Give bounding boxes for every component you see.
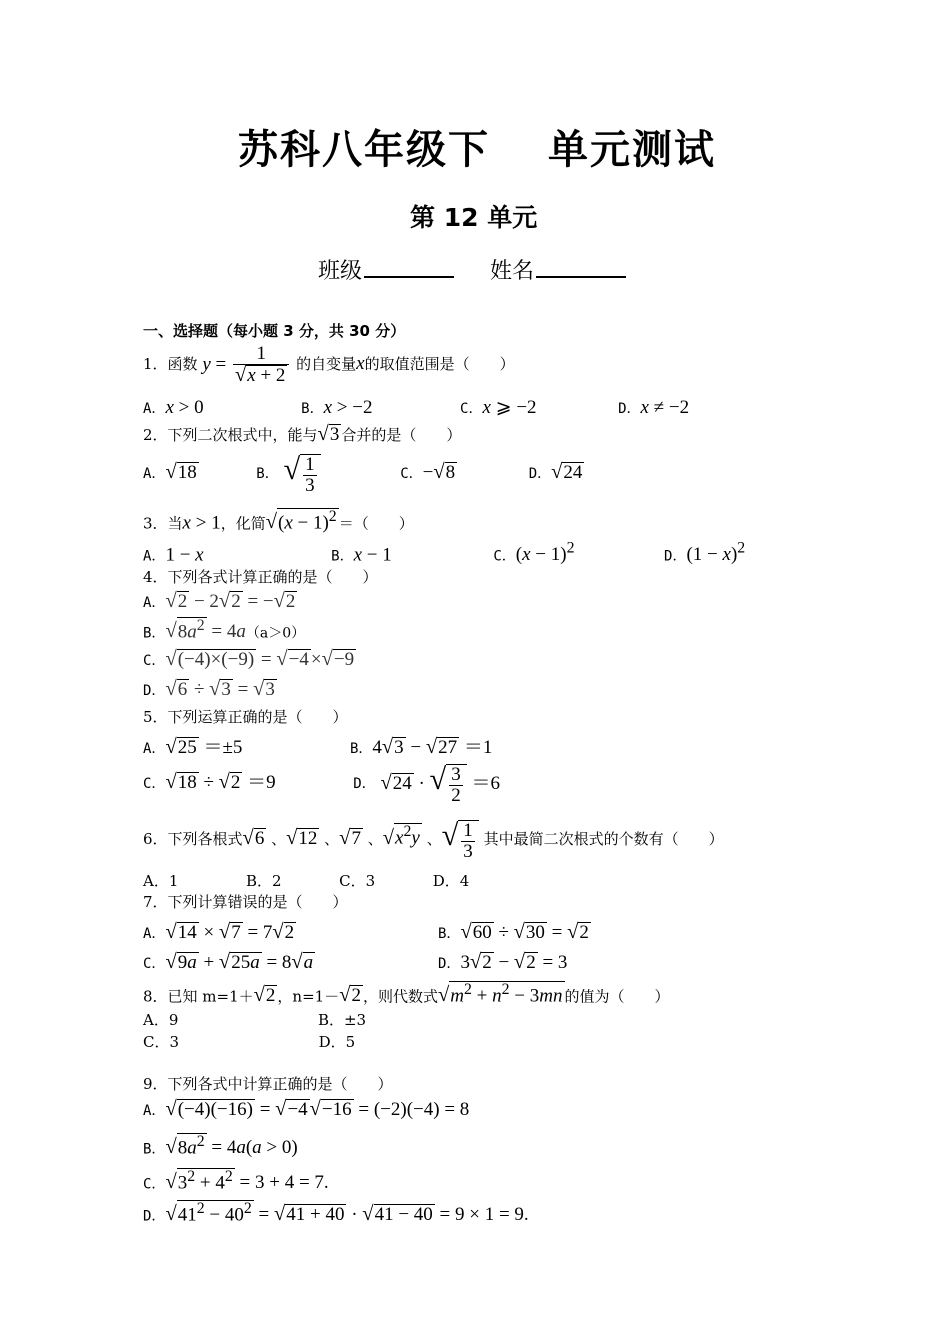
q8-options-cd: C．3 D．5 [143,1033,356,1051]
class-label: 班级 [318,259,363,284]
q7-option-b: B．√60 ÷ √30 = √2 [438,921,589,943]
q1-options: A．x > 0 B．x > −2 C．x ⩾ −2 D．x ≠ −2 [143,397,690,418]
q5-options-cd: C．√18 ÷ √2 ＝9 D． √24 · √ $\frac{3}{2}$ ＝6 [143,762,500,806]
question-3: 3．当x > 1，化简$√(x - 1)^2$ ＝（ ） [143,508,414,534]
q7-options-ab: A．√14 × √7 = 7√2 [143,921,295,943]
question-4: 4．下列各式计算正确的是（ ） [143,568,378,586]
q9-option-a: A．√(−4)(−16) = √−4√−16 = (−2)(−4) = 8 [143,1098,470,1120]
question-6: 6．下列各根式√6 、√12 、√7 、$√x^2y$ 、√ $\frac{1}{3}$ 其中最简二次根式的个数有（ ） [143,818,724,862]
q8-options-ab: A．9 B．±3 [143,1011,367,1029]
question-5: 5．下列运算正确的是（ ） [143,708,348,726]
page-title-right: 单元测试 [548,127,716,173]
q9-option-c: C．$√3^2 + 4^2 = 3 + 4 = 7$. [143,1168,329,1194]
q1-function: y = $\frac{1}{√x + 2}$ [202,354,296,375]
unit-title: 第 12 单元 [410,203,538,232]
student-info-line [318,254,626,285]
q7-option-c: C．√9a + √25a = 8√a [143,951,314,973]
q4-option-b: B．$√8a^2 = 4a(a>0)$ [143,617,306,643]
q6-options: A．1 B．2 C．3 D．4 [143,872,470,890]
question-9: 9．下列各式中计算正确的是（ ） [143,1075,393,1093]
q9-option-b: B．$√8a^2 = 4a(a > 0)$ [143,1133,298,1159]
question-7: 7．下列计算错误的是（ ） [143,893,348,911]
q4-option-d: D．√6 ÷ √3 = √3 [143,678,275,700]
q9-option-d: D．$√41^2 - 40^2 = √41 + 40 \cdot √41 - 40 = 9 \times 1 = 9$. [143,1200,529,1226]
question-2: 2．下列二次根式中，能与√3 合并的是（ ） [143,423,462,445]
class-blank [364,256,454,278]
q2-options: A．√18 B． √ $\frac{1}{3}$ C．−√8 D．√24 [143,452,583,496]
name-label: 姓名 [490,259,535,284]
q4-option-a: A．√2 − 2√2 = −√2 [143,590,296,612]
name-blank [536,256,626,278]
q5-options-ab: A．√25 ＝±5 B．4√3 − √27 ＝1 [143,736,493,758]
question-8: 8．已知 m=1＋√2 ，n=1－√2 ，则代数式$√m^2 + n^2 - 3mn$ 的值为（ ） [143,981,670,1007]
q3-options: A．1 − x B．x − 1 C．$(x - 1)^2$ D．$(1 - x)^2$ [143,540,746,566]
q7-option-d: D．3√2 − √2 = 3 [438,951,568,973]
question-1: 1．函数 y = $\frac{1}{√x + 2}$ 的自变量x的取值范围是（ ） [143,343,515,386]
page-title-left: 苏科八年级下 [238,127,490,173]
section-heading: 一、选择题（每小题 3 分，共 30 分） [143,322,406,340]
q4-option-c: C．√(−4)×(−9) = √−4 ×√−9 [143,648,355,670]
